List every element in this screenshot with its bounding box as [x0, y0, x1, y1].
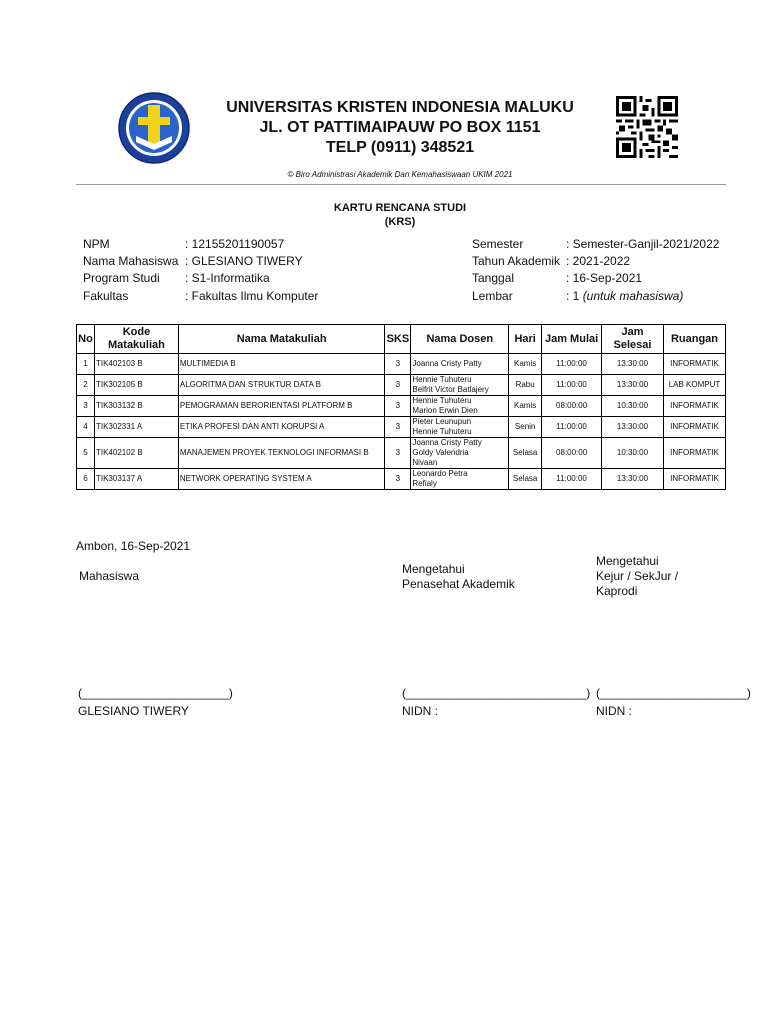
cell-credits: 3: [385, 417, 411, 438]
cell-course-code: TIK402103 B: [94, 354, 178, 375]
cell-start-time: 11:00:00: [542, 375, 602, 396]
table-row: [77, 354, 726, 375]
cell-end-time: 10:30:00: [602, 438, 664, 469]
university-phone: TELP (0911) 348521: [325, 139, 475, 156]
lecturer-name: Goldy Valendria: [412, 448, 469, 457]
cell-credits: 3: [385, 354, 411, 375]
lecturer-name: Belfrit Victor Batlajery: [412, 385, 489, 394]
student-signature-line: (______________________): [78, 686, 233, 700]
faculty-label: Fakultas: [83, 289, 129, 303]
cell-lecturer: [411, 438, 509, 469]
student-role: Mahasiswa: [79, 569, 140, 583]
head-signature-line: (______________________): [596, 686, 751, 700]
sheet-number: : 1: [566, 289, 580, 303]
cell-end-time: 13:30:00: [602, 469, 664, 490]
semester-value: : Semester-Ganjil-2021/2022: [566, 237, 720, 251]
cell-course-name: MANAJEMEN PROYEK TEKNOLOGI INFORMASI B: [178, 438, 385, 469]
header-course-code: Kode Matakuliah: [94, 325, 178, 354]
cell-course-code: TIK302331 A: [94, 417, 178, 438]
cell-room: INFORMATIK: [663, 469, 725, 490]
cell-lecturer: [411, 354, 509, 375]
cell-day: Selasa: [509, 438, 542, 469]
cell-no: 6: [77, 469, 95, 490]
cell-no: 2: [77, 375, 95, 396]
lecturer-name: Hennie Tuhuteru: [412, 375, 472, 384]
cell-course-name: ALGORITMA DAN STRUKTUR DATA B: [178, 375, 385, 396]
course-table: [76, 324, 726, 490]
lecturer-name: Hennie Tuhuteru: [412, 396, 472, 405]
cell-day: Kamis: [509, 396, 542, 417]
head-block: [596, 554, 678, 599]
cell-room: INFORMATIK: [663, 417, 725, 438]
cell-no: 5: [77, 438, 95, 469]
advisor-role-line2: Penasehat Akademik: [402, 577, 515, 591]
cell-course-code: TIK402102 B: [94, 438, 178, 469]
lecturer-name: Refialy: [412, 479, 437, 488]
place-date: Ambon, 16-Sep-2021: [76, 539, 191, 553]
advisor-block: [402, 562, 515, 592]
head-role-line3: Kaprodi: [596, 584, 638, 598]
cell-credits: 3: [385, 396, 411, 417]
document-title-line2: (KRS): [384, 216, 416, 228]
cell-room: LAB KOMPUT: [663, 375, 725, 396]
cell-end-time: 13:30:00: [602, 417, 664, 438]
cell-day: Selasa: [509, 469, 542, 490]
cell-lecturer: [411, 396, 509, 417]
header-course-name: Nama Matakuliah: [178, 325, 385, 354]
npm-value: : 12155201190057: [185, 237, 285, 251]
header-start-time: Jam Mulai: [542, 325, 602, 354]
cell-course-name: ETIKA PROFESI DAN ANTI KORUPSI A: [178, 417, 385, 438]
cell-start-time: 08:00:00: [542, 396, 602, 417]
academic-year-label: Tahun Akademik: [472, 254, 561, 268]
university-address: JL. OT PATTIMAIPAUW PO BOX 1151: [259, 119, 541, 136]
cell-course-code: TIK302105 B: [94, 375, 178, 396]
cell-lecturer: [411, 469, 509, 490]
student-signature-name: GLESIANO TIWERY: [78, 704, 189, 718]
cell-end-time: 13:30:00: [602, 375, 664, 396]
header-lecturer: Nama Dosen: [411, 325, 509, 354]
lecturer-name: Joanna Cristy Patty: [412, 359, 482, 368]
advisor-nidn: NIDN :: [402, 704, 438, 718]
study-program-label: Program Studi: [83, 271, 160, 285]
cell-start-time: 11:00:00: [542, 469, 602, 490]
document-title: [190, 201, 610, 229]
cell-room: INFORMATIK: [663, 354, 725, 375]
sheet-note: (untuk mahasiswa): [582, 289, 684, 303]
cell-end-time: 10:30:00: [602, 396, 664, 417]
lecturer-name: Pieter Leunupun: [412, 417, 472, 426]
cell-day: Senin: [509, 417, 542, 438]
cell-day: Rabu: [509, 375, 542, 396]
sheet-label: Lembar: [472, 289, 513, 303]
table-row: [77, 396, 726, 417]
cell-start-time: 08:00:00: [542, 438, 602, 469]
cell-credits: 3: [385, 438, 411, 469]
head-role-line1: Mengetahui: [596, 554, 659, 568]
cell-room: INFORMATIK: [663, 396, 725, 417]
cell-credits: 3: [385, 469, 411, 490]
cell-end-time: 13:30:00: [602, 354, 664, 375]
cell-day: Kamis: [509, 354, 542, 375]
student-name-label: Nama Mahasiswa: [83, 254, 179, 268]
cell-course-code: TIK303132 B: [94, 396, 178, 417]
header-divider: [76, 184, 726, 185]
table-row: [77, 438, 726, 469]
cell-lecturer: [411, 417, 509, 438]
advisor-signature-line: (___________________________): [402, 686, 591, 700]
university-name: UNIVERSITAS KRISTEN INDONESIA MALUKU: [226, 99, 574, 116]
table-header-row: [77, 325, 726, 354]
document-title-line1: KARTU RENCANA STUDI: [333, 202, 467, 214]
cell-credits: 3: [385, 375, 411, 396]
header-no: No: [77, 325, 95, 354]
cell-room: INFORMATIK: [663, 438, 725, 469]
cell-no: 4: [77, 417, 95, 438]
header-day: Hari: [509, 325, 542, 354]
head-role-line2: Kejur / SekJur /: [596, 569, 679, 583]
date-label: Tanggal: [472, 271, 515, 285]
header-end-time: Jam Selesai: [602, 325, 664, 354]
head-nidn: NIDN :: [596, 704, 632, 718]
lecturer-name: Joanna Cristy Patty: [412, 438, 482, 447]
cell-course-name: PEMOGRAMAN BERORIENTASI PLATFORM B: [178, 396, 385, 417]
copyright-note: © Biro Administrasi Akademik Dan Kemahasiswaan UKIM 2021: [287, 170, 513, 179]
advisor-role-line1: Mengetahui: [402, 562, 465, 576]
academic-year-value: : 2021-2022: [566, 254, 631, 268]
faculty-value: : Fakultas Ilmu Komputer: [185, 289, 319, 303]
student-name-value: : GLESIANO TIWERY: [185, 254, 303, 268]
cell-start-time: 11:00:00: [542, 417, 602, 438]
qr-code-icon: [616, 96, 678, 158]
lecturer-name: Marion Erwin Dien: [412, 406, 478, 415]
cell-course-name: MULTIMEDIA B: [178, 354, 385, 375]
table-row: [77, 375, 726, 396]
sheet-value: [566, 288, 683, 305]
study-program-value: : S1-Informatika: [185, 271, 270, 285]
cell-no: 3: [77, 396, 95, 417]
cell-no: 1: [77, 354, 95, 375]
lecturer-name: Hennie Tuhuteru: [412, 427, 472, 436]
cell-course-name: NETWORK OPERATING SYSTEM A: [178, 469, 385, 490]
lecturer-name: Leonardo Petra: [412, 469, 468, 478]
table-row: [77, 469, 726, 490]
cell-lecturer: [411, 375, 509, 396]
header-room: Ruangan: [663, 325, 725, 354]
cell-start-time: 11:00:00: [542, 354, 602, 375]
date-value: : 16-Sep-2021: [566, 271, 643, 285]
table-row: [77, 417, 726, 438]
semester-label: Semester: [472, 237, 524, 251]
lecturer-name: Nivaan: [412, 458, 438, 467]
cell-course-code: TIK303137 A: [94, 469, 178, 490]
university-logo: [118, 92, 190, 164]
header-credits: SKS: [385, 325, 411, 354]
npm-label: NPM: [83, 237, 110, 251]
